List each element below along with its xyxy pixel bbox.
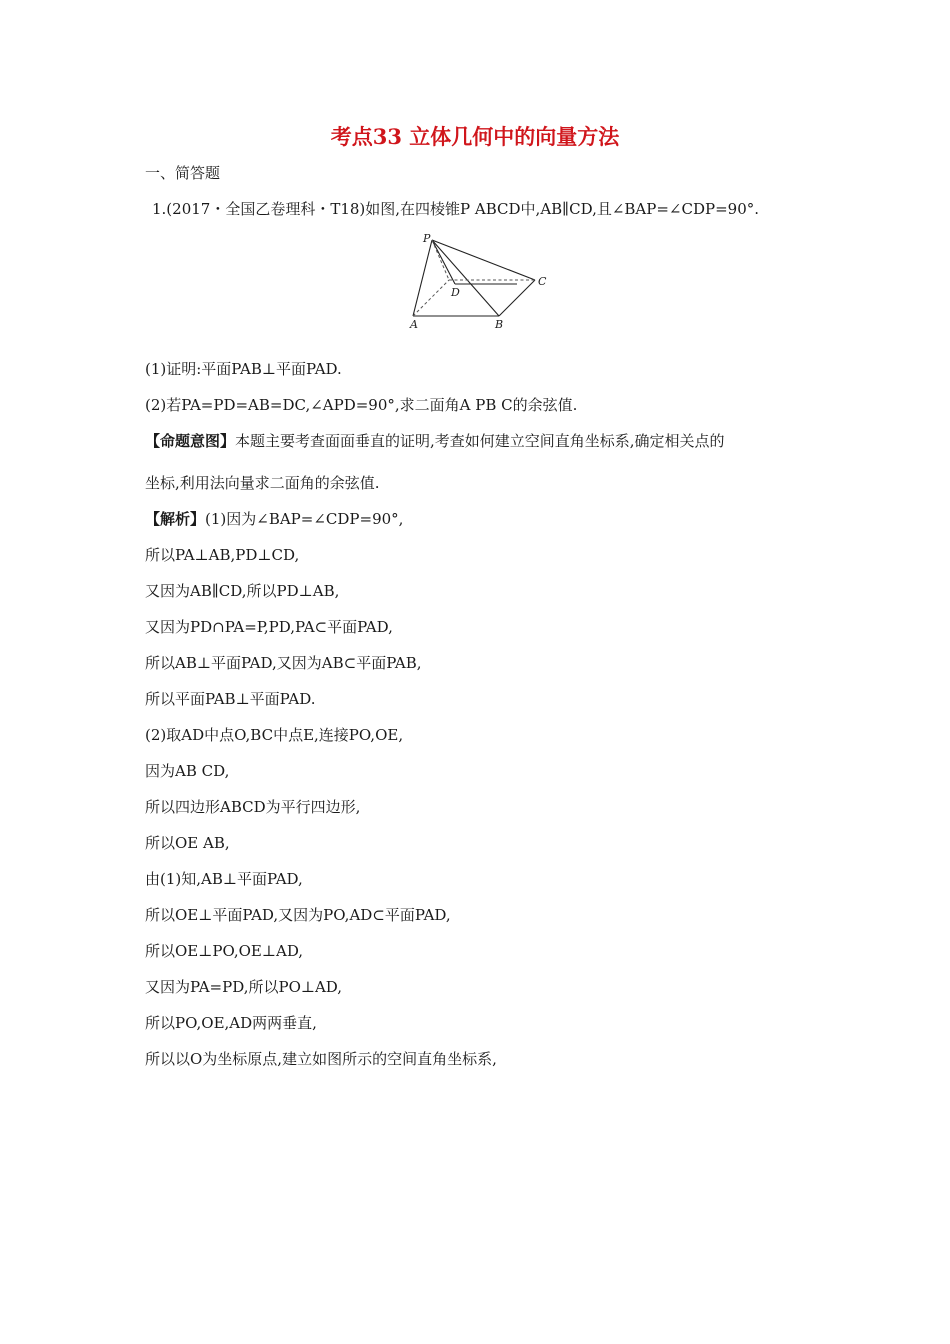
edge-AD: [413, 280, 449, 316]
solution-line: 所以以O为坐标原点,建立如图所示的空间直角坐标系,: [145, 1050, 497, 1068]
pyramid-figure: [395, 228, 570, 338]
label-A: A: [410, 318, 418, 331]
intent-line-1: [145, 428, 725, 454]
solution-line: 由(1)知,AB⊥平面PAD,: [145, 870, 303, 888]
question-1: 1.(2017・全国乙卷理科・T18)如图,在四棱锥P ABCD中,AB∥CD,且∠BAP=∠CDP=90°.: [152, 200, 760, 218]
section-heading: 一、简答题: [145, 164, 221, 182]
solution-line: 所以PO,OE,AD两两垂直,: [145, 1014, 317, 1032]
label-C: C: [538, 275, 547, 288]
part-2: (2)若PA=PD=AB=DC,∠APD=90°,求二面角A PB C的余弦值.: [145, 396, 578, 414]
solution-line: 所以PA⊥AB,PD⊥CD,: [145, 546, 300, 564]
solution-line: 所以OE⊥平面PAD,又因为PO,AD⊂平面PAD,: [145, 906, 451, 924]
solution-line: 所以平面PAB⊥平面PAD.: [145, 690, 316, 708]
edge-PB: [432, 240, 499, 316]
part-1: (1)证明:平面PAB⊥平面PAD.: [145, 360, 342, 378]
edge-PA: [413, 240, 432, 316]
solution-line: 又因为AB∥CD,所以PD⊥AB,: [145, 582, 340, 600]
intent-label: 【命题意图】: [145, 432, 236, 450]
label-B: B: [495, 318, 504, 331]
label-D: D: [451, 286, 460, 299]
solution-line: 又因为PD∩PA=P,PD,PA⊂平面PAD,: [145, 618, 393, 636]
solution-label: 【解析】: [145, 510, 206, 528]
page-title: 考点33 立体几何中的向量方法: [330, 124, 620, 149]
edge-BC: [499, 280, 535, 316]
solution-line: 所以AB⊥平面PAD,又因为AB⊂平面PAB,: [145, 654, 422, 672]
solution-step-1: (1)因为∠BAP=∠CDP=90°,: [205, 510, 404, 528]
solution-line: 所以OE AB,: [145, 834, 230, 852]
solution-line: 因为AB CD,: [145, 762, 230, 780]
solution-line: 又因为PA=PD,所以PO⊥AD,: [145, 978, 343, 996]
intent-line-2: 坐标,利用法向量求二面角的余弦值.: [145, 474, 380, 492]
intent-text: 本题主要考查面面垂直的证明,考查如何建立空间直角坐标系,确定相关点的: [235, 432, 725, 450]
solution-line: (2)取AD中点O,BC中点E,连接PO,OE,: [145, 726, 404, 744]
solution-line: 所以四边形ABCD为平行四边形,: [145, 798, 361, 816]
solution-line: 所以OE⊥PO,OE⊥AD,: [145, 942, 304, 960]
solution-first-line: [145, 506, 403, 532]
label-P: P: [423, 232, 431, 245]
edge-PC: [432, 240, 535, 280]
